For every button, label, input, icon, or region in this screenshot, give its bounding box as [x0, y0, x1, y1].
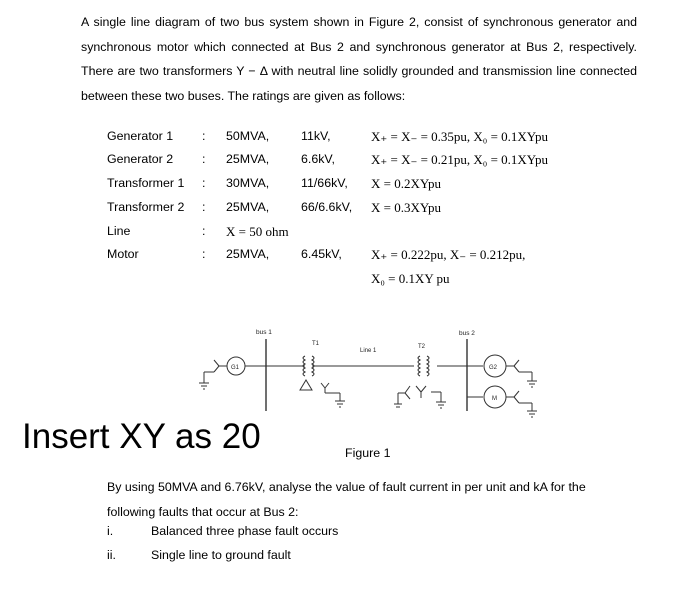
generator-2-label: G2	[489, 365, 498, 371]
rating-impedance: X₊ = X₋ = 0.21pu, X₀ = 0.1XYpu	[371, 152, 548, 167]
fault-number: ii.	[107, 548, 116, 562]
rating-name: Transformer 2	[107, 200, 185, 214]
generator-1-label: G1	[231, 365, 240, 371]
rating-mva: 50MVA,	[226, 129, 270, 143]
rating-impedance: X₊ = 0.222pu, X₋ = 0.212pu,	[371, 247, 526, 262]
rating-kv: 6.6kV,	[301, 152, 335, 166]
rating-mva: 25MVA,	[226, 247, 270, 261]
rating-mva: 30MVA,	[226, 176, 270, 190]
transformer-2-symbol	[418, 356, 429, 376]
transformer-2-wye-wye	[394, 386, 446, 408]
rating-kv: 11kV,	[301, 129, 331, 143]
generator-2-wye-ground	[506, 360, 537, 387]
transformer-1-symbol	[303, 356, 328, 376]
rating-name: Generator 2	[107, 152, 174, 166]
figure-caption: Figure 1	[345, 446, 391, 460]
rating-colon: :	[202, 129, 206, 143]
fault-text: Balanced three phase fault occurs	[151, 524, 339, 538]
rating-name: Generator 1	[107, 129, 174, 143]
line-1-label: Line 1	[360, 348, 377, 354]
rating-colon: :	[202, 152, 206, 166]
rating-kv: 6.45kV,	[301, 247, 342, 261]
rating-colon: :	[202, 176, 206, 190]
rating-impedance: X = 0.2XYpu	[371, 176, 442, 191]
question-text: By using 50MVA and 6.76kV, analyse the value of fault current in per unit and kA for the following faults that occur at Bus 2:	[107, 480, 586, 519]
rating-name: Transformer 1	[107, 176, 185, 190]
rating-kv: 11/66kV,	[301, 176, 348, 190]
bus-1-label: bus 1	[256, 329, 272, 336]
transformer-1-label: T1	[312, 341, 320, 347]
transformer-1-delta-wye	[300, 380, 345, 407]
rating-impedance: X = 50 ohm	[226, 224, 289, 239]
generator-1-wye-ground	[199, 360, 227, 389]
insert-xy-note: Insert XY as 20	[22, 417, 261, 456]
motor-wye-ground	[506, 391, 537, 417]
rating-kv: 66/6.6kV,	[301, 200, 353, 214]
rating-name: Line	[107, 224, 131, 238]
rating-colon: :	[202, 224, 206, 238]
rating-mva: 25MVA,	[226, 152, 270, 166]
rating-impedance: X₊ = X₋ = 0.35pu, X₀ = 0.1XYpu	[371, 129, 548, 144]
motor-label: M	[492, 396, 497, 402]
transformer-2-label: T2	[418, 344, 426, 350]
rating-colon: :	[202, 247, 206, 261]
rating-impedance: X₀ = 0.1XY pu	[371, 271, 450, 286]
problem-intro: A single line diagram of two bus system shown in Figure 2, consist of synchronous generator and synchronous motor which connected at Bus 2 and synchronous generator at Bus 2, respectively. There are two transformers Y − Δ with neutral line solidly grounded and transmission line connected between these two buses. The ratings are given as follows:	[81, 15, 637, 103]
rating-impedance: X = 0.3XYpu	[371, 200, 442, 215]
fault-number: i.	[107, 524, 114, 538]
fault-text: Single line to ground fault	[151, 548, 291, 562]
rating-mva: 25MVA,	[226, 200, 270, 214]
rating-name: Motor	[107, 247, 139, 261]
bus-2-label: bus 2	[459, 330, 475, 337]
rating-colon: :	[202, 200, 206, 214]
